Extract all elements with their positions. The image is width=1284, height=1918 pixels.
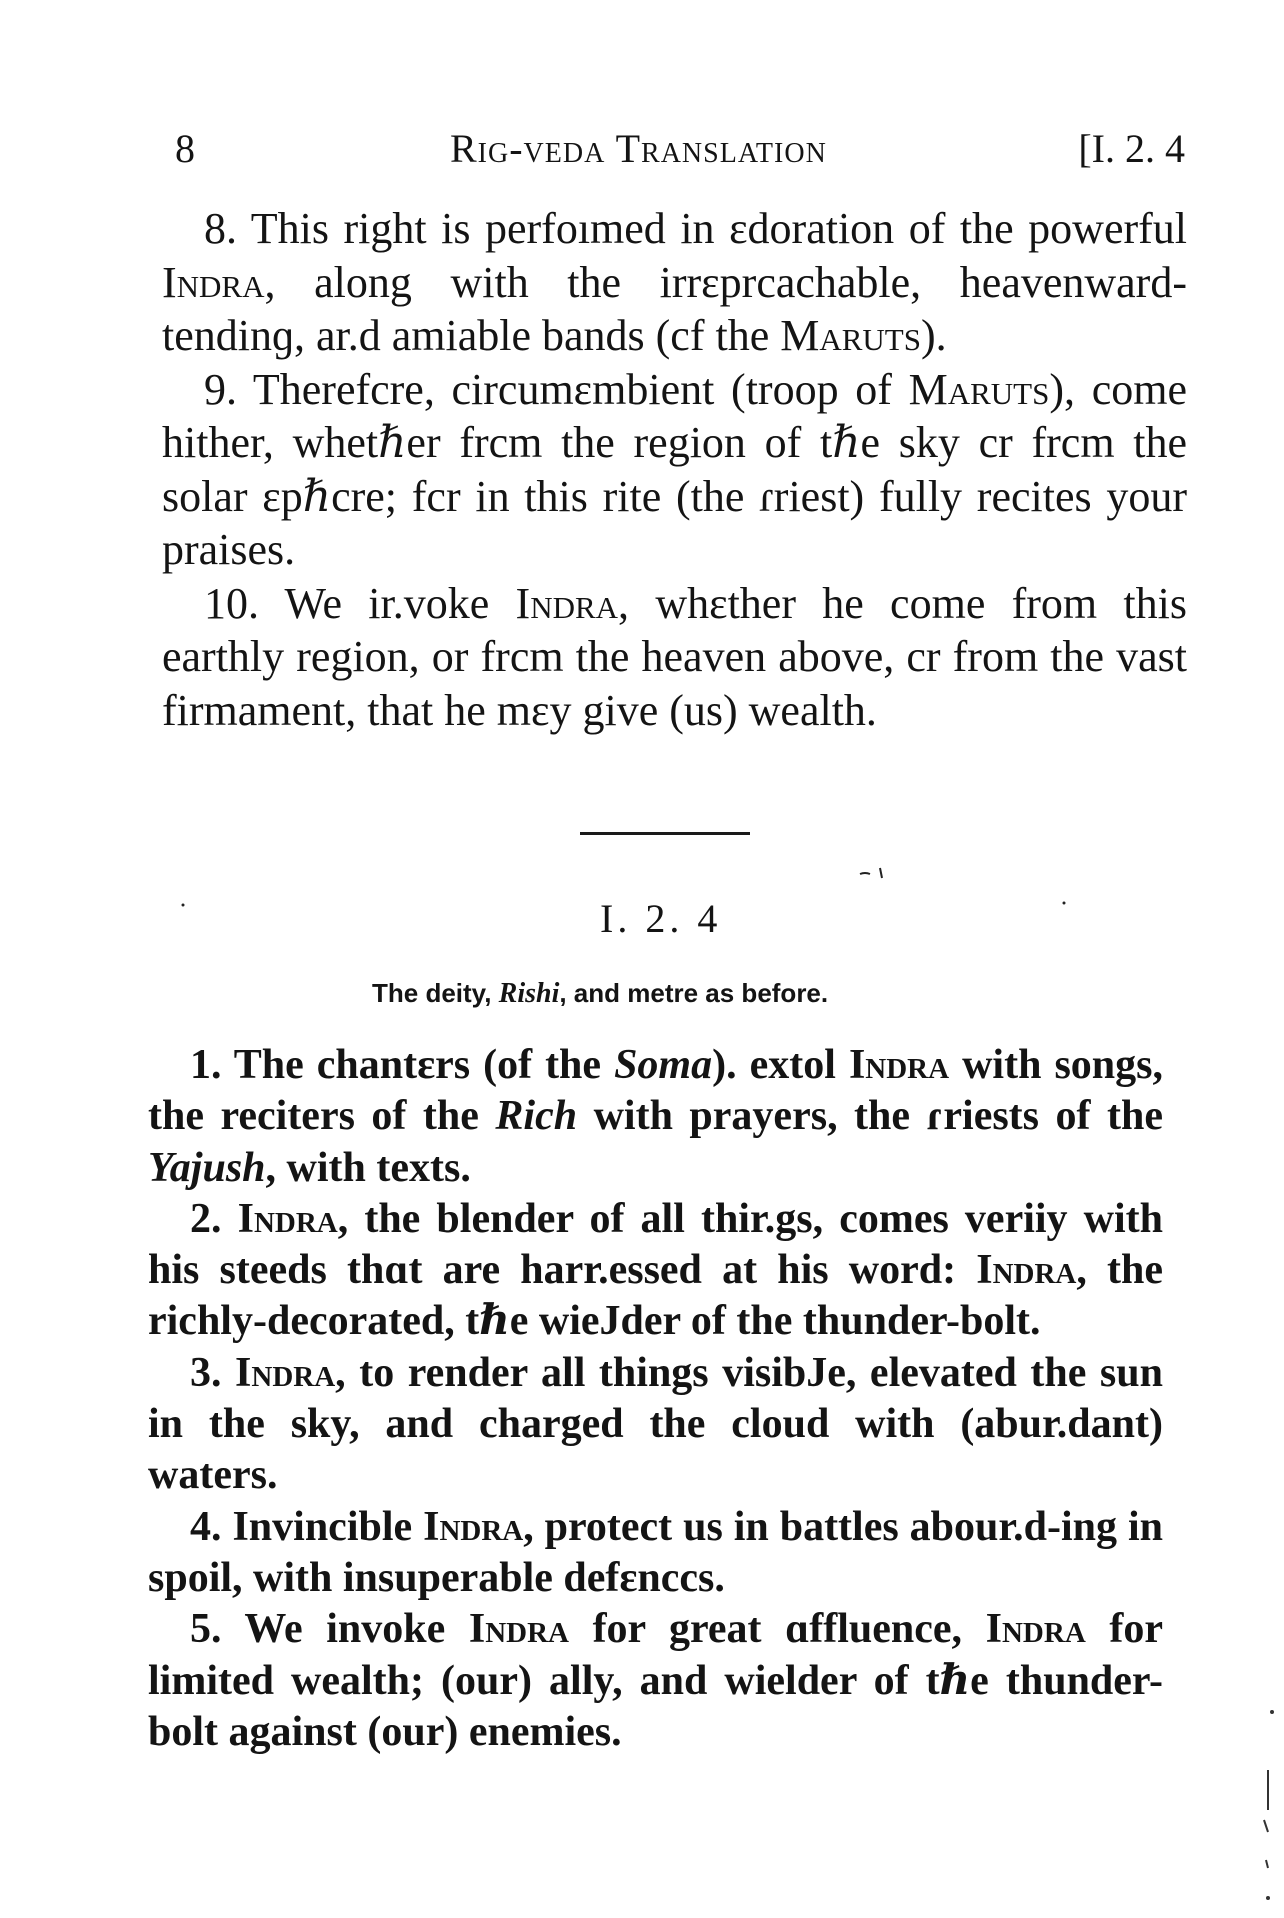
- verse-10: 10. We ir.voke Indra, whɛther he come from this earthly region, or frcm the heaven above, cr from the vast firmament, that he mɛy give (us) wealth.: [162, 578, 1187, 735]
- section-divider: [580, 832, 750, 835]
- name-maruts: Maruts: [780, 311, 921, 360]
- name-indra: Indra: [423, 1503, 524, 1550]
- page-number: 8: [175, 126, 195, 171]
- term-yajush: Yajush: [148, 1144, 266, 1191]
- previous-hymn-verses: [162, 202, 1187, 737]
- speck: [1063, 902, 1066, 905]
- name-maruts: Maruts: [908, 364, 1050, 414]
- name-indra: Indra: [235, 1349, 336, 1396]
- verse-5: 5. We invoke Indra for great ɑffluence, Indra for limited wealth; (our) ally, and wielder of tℏe thunder-bolt against (our) enemies.: [148, 1606, 1163, 1755]
- speck: [1266, 1896, 1270, 1900]
- verse-1: 1. The chantɛrs (of the Soma). extol Indra with songs, the reciters of the Rich with prayers, the ɾriests of the Yajush, with texts.: [148, 1042, 1163, 1191]
- verse-8: 8. This right is perfoımed in ɛdoration of the powerful Indra, along with the irrɛprcachable, heavenward-tendinɡ, ar.d amiable bands (cf the Maruts).: [162, 204, 1187, 360]
- verse-9: 9. Therefcre, circumɛmbient (troop of Maruts), come hither, whetℏer frcm the region of tℏe sky cr frcm the solar ɛpℏcre; fcr in this rite (the ɾriest) fully recites your praises.: [162, 364, 1187, 574]
- term-soma: Soma: [614, 1042, 713, 1088]
- hymn-verses: [148, 1040, 1163, 1758]
- running-title: Rig-veda Translation: [450, 126, 827, 171]
- verse-2: 2. Indra, the blender of all thir.gs, comes veriiy with his steeds thɑt are harr.essed at his word: Indra, the richly-decorated, tℏe wieJder of the thunder-bolt.: [148, 1195, 1163, 1345]
- speck: [860, 868, 882, 878]
- name-indra: Indra: [515, 578, 619, 628]
- section-reference: [I. 2. 4: [1078, 126, 1185, 171]
- hymn-number: I. 2. 4: [600, 896, 722, 941]
- rishi-term: Rishi: [498, 978, 560, 1009]
- name-indra: Indra: [985, 1606, 1086, 1653]
- name-indra: Indra: [237, 1195, 338, 1242]
- verse-4: 4. Invincible Indra, protect us in battles abour.d-ing in spoil, with insuperable defɛnccs.: [148, 1503, 1163, 1601]
- name-indra: Indra: [468, 1606, 569, 1653]
- speck: [1264, 1770, 1268, 1868]
- verse-3: 3. Indra, to render all things visibJe, elevated the sun in the sky, and charged the cloud with (abur.dant) waters.: [148, 1349, 1163, 1499]
- deity-note: The deity, Rishi, and metre as before.: [372, 978, 829, 1009]
- running-head: [175, 125, 1185, 185]
- term-rich: Rich: [495, 1093, 578, 1140]
- name-indra: Indra: [848, 1042, 950, 1088]
- speck: [1270, 1710, 1274, 1714]
- name-indra: Indra: [976, 1247, 1077, 1294]
- speck: [182, 904, 185, 907]
- name-indra: Indra: [162, 257, 265, 307]
